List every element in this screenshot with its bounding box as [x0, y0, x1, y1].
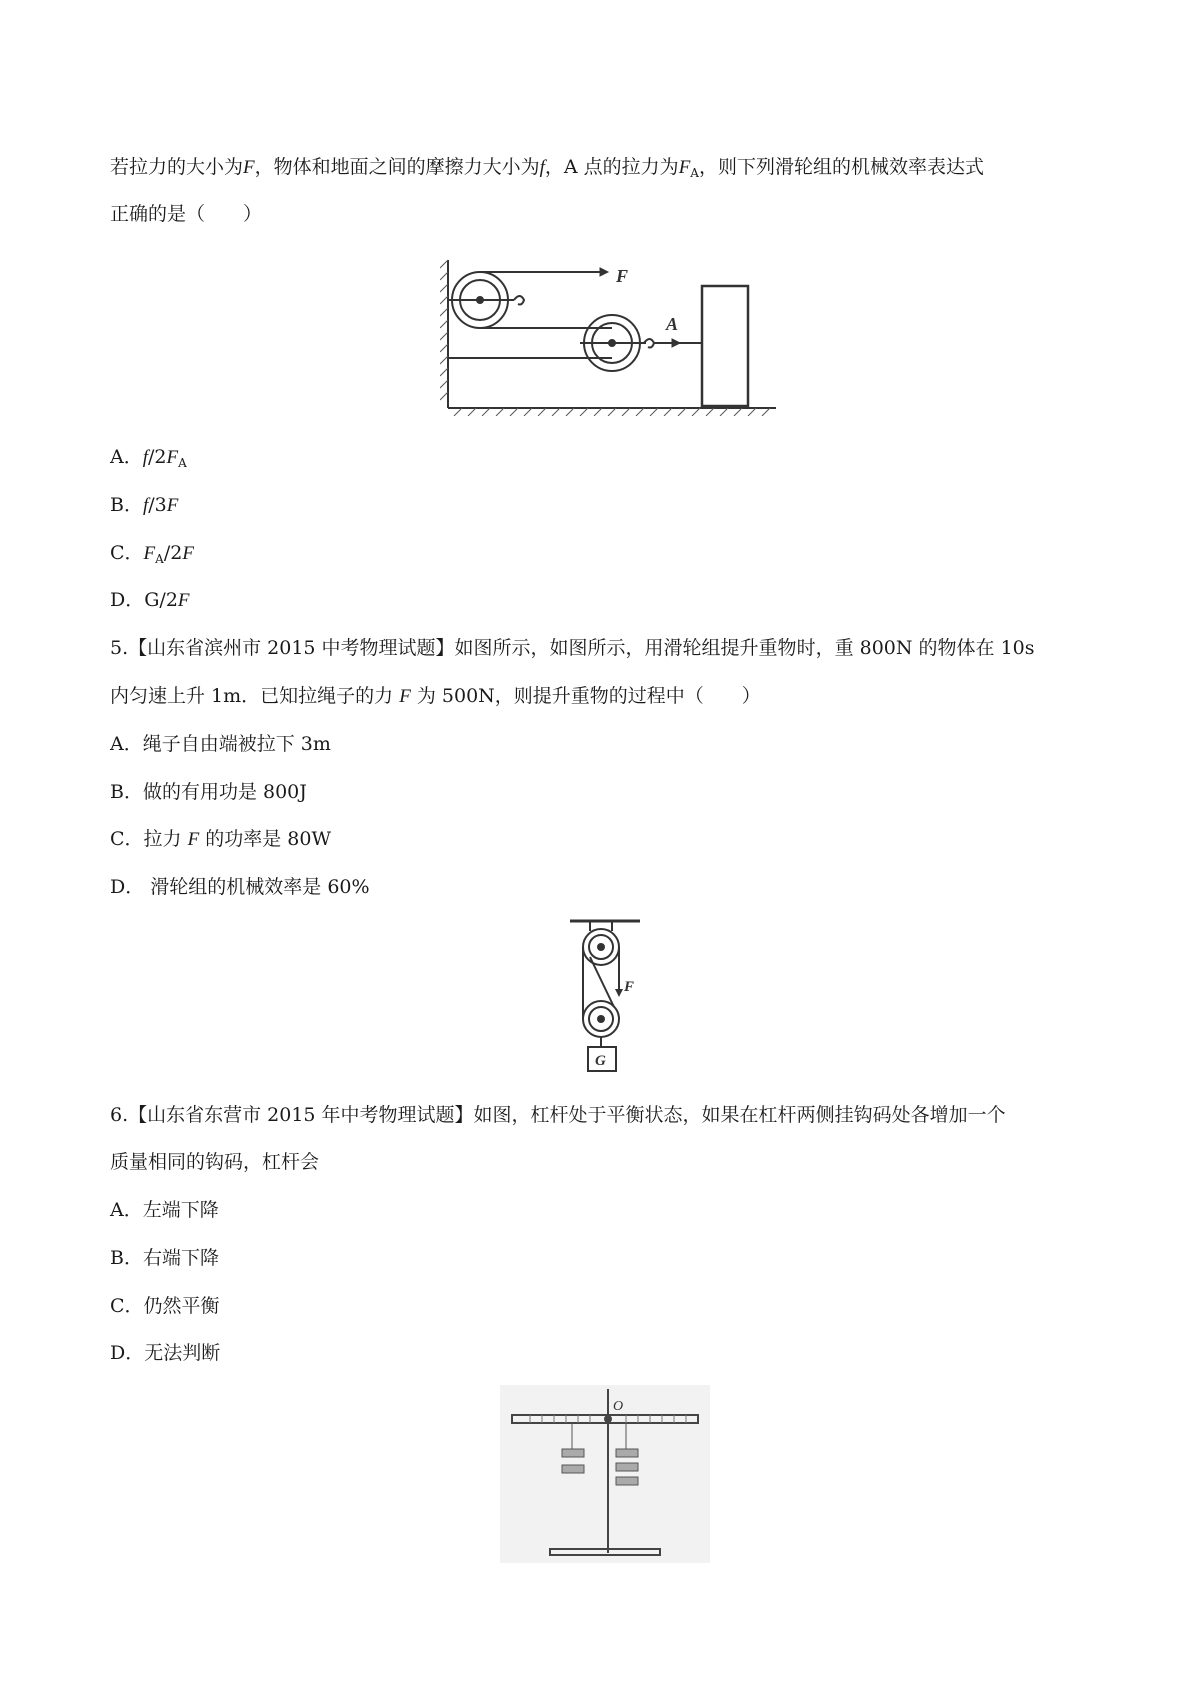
q4-option-D — [110, 587, 190, 614]
q4-stem-part4: ，则下列滑轮组的机械效率表达式 — [698, 156, 984, 178]
q5-line2-a: 内匀速上升 1m．已知拉绳子的力 — [110, 685, 394, 707]
q4-stem-line1 — [110, 154, 984, 186]
option-prefix: C． — [110, 542, 144, 564]
option-C-den: F — [182, 543, 194, 564]
option-prefix: B． — [110, 494, 143, 516]
label-O: O — [613, 1399, 624, 1414]
var-F: F — [399, 686, 411, 707]
option-D-den: F — [177, 590, 190, 611]
q5-stem-line1: 5.【山东省滨州市 2015 中考物理试题】如图所示，如图所示，用滑轮组提升重物时，重 800N 的物体在 10s — [110, 637, 1035, 659]
q5-option-C-a: C．拉力 — [110, 828, 182, 850]
vertical-pulley-figure — [570, 917, 640, 1075]
arrow-F — [600, 268, 608, 276]
q4-stem-line2: 正确的是（ ） — [110, 203, 263, 225]
q4-option-C — [110, 540, 194, 572]
option-C-sub: A — [155, 552, 164, 566]
option-C-num: F — [143, 543, 156, 564]
left-weight-1 — [562, 1449, 584, 1457]
q6-option-B: B．右端下降 — [110, 1247, 219, 1269]
q5-line2-b: 为 500N，则提升重物的过程中（ ） — [416, 685, 761, 707]
option-prefix: A． — [110, 446, 143, 468]
q4-stem-part3: ，A 点的拉力为 — [544, 156, 679, 178]
right-weight-2 — [616, 1463, 638, 1471]
q5-option-C-b: 的功率是 80W — [205, 828, 331, 850]
q6-option-D: D．无法判断 — [110, 1342, 221, 1364]
q4-stem-part1: 若拉力的大小为 — [110, 156, 244, 178]
q6-option-C: C．仍然平衡 — [110, 1295, 220, 1317]
q5-option-B: B．做的有用功是 800J — [110, 781, 307, 803]
option-B-num: f — [142, 495, 149, 516]
q6-option-A: A．左端下降 — [110, 1199, 219, 1221]
lever-figure — [500, 1385, 710, 1563]
label-F: F — [616, 266, 629, 286]
block — [702, 286, 748, 406]
option-D-text: G/2 — [144, 589, 178, 611]
q6-stem-line1: 6.【山东省东营市 2015 年中考物理试题】如图，杠杆处于平衡状态，如果在杠杆两侧挂钩码处各增加一个 — [110, 1104, 1006, 1126]
subscript-A: A — [690, 166, 699, 180]
option-A-slash: /2 — [148, 446, 167, 468]
label-A: A — [666, 314, 679, 334]
q4-option-A — [110, 444, 187, 476]
label-F: F — [624, 979, 635, 995]
q5-stem-line2 — [110, 683, 761, 710]
right-weight-1 — [616, 1449, 638, 1457]
option-B-slash: /3 — [148, 494, 167, 516]
option-A-num: f — [142, 447, 149, 468]
q4-option-B — [110, 492, 178, 519]
q5-option-C — [110, 826, 331, 853]
var-F: F — [187, 829, 200, 850]
q6-stem-line2: 质量相同的钩码，杠杆会 — [110, 1151, 320, 1173]
label-G: G — [595, 1053, 606, 1069]
var-FA: F — [678, 157, 691, 178]
option-A-den: F — [166, 447, 179, 468]
var-F: F — [243, 157, 255, 178]
q5-option-D: D． 滑轮组的机械效率是 60% — [110, 876, 370, 898]
q4-stem-part2: ，物体和地面之间的摩擦力大小为 — [254, 156, 540, 178]
var-f: f — [539, 157, 545, 178]
option-A-sub: A — [178, 456, 187, 470]
pulley-system-figure — [440, 258, 780, 416]
right-weight-3 — [616, 1477, 638, 1485]
option-B-den: F — [166, 495, 179, 516]
q5-option-A: A．绳子自由端被拉下 3m — [110, 733, 331, 755]
option-prefix: D． — [110, 589, 145, 611]
left-weight-2 — [562, 1465, 584, 1473]
option-C-slash: /2 — [163, 542, 183, 564]
